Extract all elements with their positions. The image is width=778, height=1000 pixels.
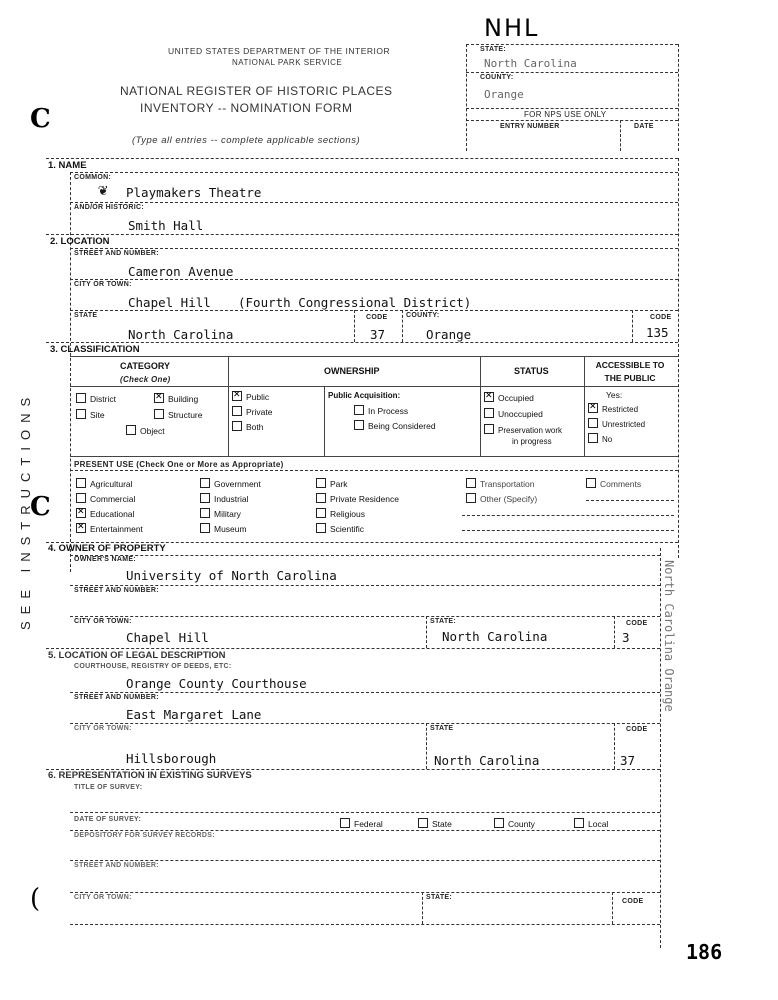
use-other[interactable]: Other (Specify) <box>466 493 537 504</box>
checkbox[interactable] <box>316 523 326 533</box>
checkbox[interactable] <box>154 409 164 419</box>
sec5-code-value: 37 <box>620 753 636 768</box>
sec5-courthouse-value: Orange County Courthouse <box>126 676 307 691</box>
category-sub: (Check One) <box>120 375 171 384</box>
status-preservation[interactable]: Preservation work <box>484 424 562 435</box>
own-in-process[interactable]: In Process <box>354 405 408 416</box>
status-occupied[interactable]: ✕Occupied <box>484 392 534 403</box>
checkbox[interactable] <box>232 406 242 416</box>
checkbox[interactable] <box>484 408 494 418</box>
instructions-line: (Type all entries -- complete applicable sections) <box>132 135 361 146</box>
survey-federal[interactable]: Federal <box>340 818 383 829</box>
use-agricultural[interactable]: Agricultural <box>76 478 133 489</box>
sec2-county-code-label: CODE <box>650 314 672 321</box>
sec6-city-label: CITY OR TOWN: <box>74 894 132 901</box>
margin-mark-paren: ( <box>30 884 41 914</box>
sec3-col4 <box>584 356 585 456</box>
sec2-rule-b <box>70 279 678 280</box>
sec6-rule-b <box>70 830 660 831</box>
sec4-street-label: STREET AND NUMBER: <box>74 587 159 594</box>
use-scientific[interactable]: Scientific <box>316 523 364 534</box>
sec6-rule-d <box>70 892 660 893</box>
header-divider-2 <box>466 108 678 109</box>
sec1-rule-b <box>70 202 678 203</box>
checkbox[interactable] <box>316 478 326 488</box>
checkbox[interactable] <box>200 478 210 488</box>
use-commercial[interactable]: Commercial <box>76 493 135 504</box>
status-unoccupied[interactable]: Unoccupied <box>484 408 543 419</box>
comments-line-2 <box>462 515 674 516</box>
sec2-district-value: (Fourth Congressional District) <box>238 295 472 310</box>
checkbox-checked[interactable] <box>232 391 242 401</box>
sec5-state-label: STATE <box>430 725 454 732</box>
cat-object[interactable]: Object <box>126 425 165 436</box>
checkbox[interactable] <box>494 818 504 828</box>
header-date-divider <box>620 120 621 151</box>
access-restricted[interactable]: ✕Restricted <box>588 403 638 414</box>
checkbox[interactable] <box>586 478 596 488</box>
sec3-col3 <box>480 356 481 456</box>
header-state-value: North Carolina <box>484 57 577 70</box>
sec2-city-label: CITY OR TOWN: <box>74 281 132 288</box>
sec4-state-value: North Carolina <box>442 629 548 644</box>
sec1-rule-a <box>70 172 678 173</box>
sec2-county-div <box>402 310 403 342</box>
sec5-city-label: CITY OR TOWN: <box>74 725 132 732</box>
sec3-top <box>46 342 678 343</box>
sec3-rule-a <box>70 356 678 357</box>
checkbox[interactable] <box>418 818 428 828</box>
use-religious[interactable]: Religious <box>316 508 365 519</box>
access-head: ACCESSIBLE TO THE PUBLIC <box>595 360 665 383</box>
access-unrestricted[interactable]: Unrestricted <box>588 418 645 429</box>
header-box-top <box>466 44 678 45</box>
checkbox-checked[interactable] <box>588 403 598 413</box>
checkbox-checked[interactable] <box>154 393 164 403</box>
own-public-acq: Public Acquisition: <box>328 391 401 400</box>
sec1-historic-value: Smith Hall <box>128 218 204 233</box>
sec4-rule-b <box>70 585 660 586</box>
checkbox[interactable] <box>574 818 584 828</box>
sec6-state-div <box>422 892 423 924</box>
header-county-value: Orange <box>484 88 524 101</box>
sec3-rule-d <box>70 470 678 471</box>
access-yes: Yes: <box>606 390 623 400</box>
use-educational[interactable]: ✕Educational <box>76 508 134 519</box>
survey-county[interactable]: County <box>494 818 535 829</box>
sec2-rule-c <box>70 310 678 311</box>
sec5-state-value: North Carolina <box>434 753 540 768</box>
sec3-col1 <box>228 356 229 456</box>
sec6-title-label: TITLE OF SURVEY: <box>74 784 143 791</box>
sec2-county-code-value: 135 <box>646 325 669 340</box>
checkbox[interactable] <box>76 393 86 403</box>
sec3-heading: 3. CLASSIFICATION <box>50 344 140 355</box>
status-in-progress: in progress <box>512 437 552 446</box>
checkbox[interactable] <box>200 493 210 503</box>
checkbox-checked[interactable] <box>76 523 86 533</box>
sec4-city-value: Chapel Hill <box>126 630 209 645</box>
own-both[interactable]: Both <box>232 421 264 432</box>
sec6-date-label: DATE OF SURVEY: <box>74 816 142 823</box>
sec1-historic-label: AND/OR HISTORIC: <box>74 204 145 211</box>
use-industrial[interactable]: Industrial <box>200 493 249 504</box>
sec5-code-label: CODE <box>626 726 648 733</box>
sec2-code-label: CODE <box>366 314 388 321</box>
checkbox[interactable] <box>354 405 364 415</box>
sec4-heading: 4. OWNER OF PROPERTY <box>48 543 166 554</box>
use-private-residence[interactable]: Private Residence <box>316 493 399 504</box>
nhl-stamp: NHL <box>484 14 540 42</box>
sec6-depository-label: DEPOSITORY FOR SURVEY RECORDS: <box>74 832 215 839</box>
header-state-label: STATE: <box>480 46 507 53</box>
side-strip-rule <box>660 548 661 948</box>
sec1-common-label: COMMON: <box>74 174 112 181</box>
see-instructions-vertical: SEE INSTRUCTIONS <box>18 390 33 630</box>
sec4-code-label: CODE <box>626 620 648 627</box>
sec6-rule-a <box>70 812 660 813</box>
sec3-rule-b <box>70 386 678 387</box>
sec6-heading: 6. REPRESENTATION IN EXISTING SURVEYS <box>48 770 252 781</box>
ownership-head: OWNERSHIP <box>324 366 380 376</box>
checkbox[interactable] <box>76 409 86 419</box>
checkbox[interactable] <box>76 478 86 488</box>
sec2-heading: 2. LOCATION <box>50 236 110 247</box>
sec1-common-value: Playmakers Theatre <box>126 185 262 200</box>
sec3-col2 <box>324 386 325 456</box>
checkbox-checked[interactable] <box>484 392 494 402</box>
cat-site[interactable]: Site <box>76 409 105 420</box>
sec2-state-value: North Carolina <box>128 327 234 342</box>
sec6-street-label: STREET AND NUMBER: <box>74 862 159 869</box>
register-title: NATIONAL REGISTER OF HISTORIC PLACES <box>120 84 393 98</box>
sec4-rule-a <box>70 555 660 556</box>
checkbox[interactable] <box>466 478 476 488</box>
checkbox[interactable] <box>354 420 364 430</box>
checkbox[interactable] <box>340 818 350 828</box>
sec2-state-label: STATE <box>74 312 98 319</box>
checkbox[interactable] <box>484 424 494 434</box>
sec2-code-div <box>354 310 355 342</box>
checkbox[interactable] <box>200 508 210 518</box>
sec4-rule-c <box>70 616 660 617</box>
sec4-state-label: STATE: <box>430 618 457 625</box>
sec2-rule-a <box>70 248 678 249</box>
sec5-code-div <box>614 723 615 769</box>
use-entertainment[interactable]: ✕Entertainment <box>76 523 143 534</box>
date-label: DATE <box>634 123 654 130</box>
checkbox[interactable] <box>316 493 326 503</box>
header-box-left <box>466 44 467 151</box>
sec5-rule-a <box>70 692 660 693</box>
checkbox[interactable] <box>126 425 136 435</box>
sec5-courthouse-label: COURTHOUSE, REGISTRY OF DEEDS, ETC: <box>74 663 232 670</box>
sec1-heading: 1. NAME <box>48 160 87 171</box>
use-park[interactable]: Park <box>316 478 347 489</box>
sec1-top <box>46 158 678 159</box>
sec2-city-value: Chapel Hill <box>128 295 211 310</box>
form-left-rule <box>70 172 71 572</box>
category-head: CATEGORY <box>120 361 171 371</box>
sec4-owner-value: University of North Carolina <box>126 568 337 583</box>
sec2-street-label: STREET AND NUMBER: <box>74 250 159 257</box>
sec5-street-value: East Margaret Lane <box>126 707 262 722</box>
checkbox[interactable] <box>466 493 476 503</box>
header-divider-3 <box>466 120 678 121</box>
sec6-code-label: CODE <box>622 898 644 905</box>
form-right-rule <box>678 158 679 558</box>
sec4-city-label: CITY OR TOWN: <box>74 618 132 625</box>
use-museum[interactable]: Museum <box>200 523 247 534</box>
own-being-considered[interactable]: Being Considered <box>354 420 436 431</box>
sec5-top <box>46 648 660 649</box>
cat-district[interactable]: District <box>76 393 116 404</box>
service-line: NATIONAL PARK SERVICE <box>232 58 343 67</box>
sec5-city-value: Hillsborough <box>126 751 217 766</box>
own-private[interactable]: Private <box>232 406 272 417</box>
sec5-rule-b <box>70 723 660 724</box>
margin-mark-c2: C <box>30 492 51 522</box>
sec4-code-value: 3 <box>622 630 630 645</box>
sec2-county-label: COUNTY: <box>406 312 440 319</box>
leaf-mark-icon: ❦ <box>98 180 108 199</box>
present-use-label: PRESENT USE (Check One or More as Appropriate) <box>74 460 284 469</box>
sec4-state-div <box>426 616 427 648</box>
cat-building[interactable]: ✕ Building <box>154 393 198 404</box>
sec5-heading: 5. LOCATION OF LEGAL DESCRIPTION <box>48 650 226 661</box>
nps-use-label: FOR NPS USE ONLY <box>524 110 607 119</box>
checkbox[interactable] <box>588 433 598 443</box>
header-county-label: COUNTY: <box>480 74 514 81</box>
use-government[interactable]: Government <box>200 478 261 489</box>
sec2-street-value: Cameron Avenue <box>128 264 234 279</box>
checkbox[interactable] <box>76 493 86 503</box>
sec6-bottom <box>70 924 660 925</box>
sec6-state-label: STATE: <box>426 894 453 901</box>
header-box-right <box>678 44 679 151</box>
use-military[interactable]: Military <box>200 508 241 519</box>
form-title: INVENTORY -- NOMINATION FORM <box>140 101 353 115</box>
page-number: 186 <box>686 940 723 964</box>
checkbox[interactable] <box>232 421 242 431</box>
survey-local[interactable]: Local <box>574 818 608 829</box>
cat-structure[interactable]: Structure <box>154 409 203 420</box>
sec3-rule-c <box>70 456 678 457</box>
checkbox-checked[interactable] <box>76 508 86 518</box>
margin-mark-c1: C <box>30 104 51 134</box>
checkbox[interactable] <box>316 508 326 518</box>
checkbox[interactable] <box>200 523 210 533</box>
sec5-street-label: STREET AND NUMBER: <box>74 694 159 701</box>
sec2-county-code-div <box>632 310 633 342</box>
status-head: STATUS <box>514 366 549 376</box>
sec2-county-value: Orange <box>426 327 472 342</box>
sec5-state-div <box>426 723 427 769</box>
use-transportation[interactable]: Transportation <box>466 478 535 489</box>
sec6-code-div <box>612 892 613 924</box>
header-divider-1 <box>466 72 678 73</box>
sec2-top <box>46 234 678 235</box>
use-comments[interactable]: Comments <box>586 478 641 489</box>
sec4-owner-label: OWNER'S NAME: <box>74 556 136 563</box>
checkbox[interactable] <box>588 418 598 428</box>
side-vertical-text: North Carolina Orange <box>662 560 676 712</box>
survey-state[interactable]: State <box>418 818 452 829</box>
entry-number-label: ENTRY NUMBER <box>500 123 560 130</box>
access-no[interactable]: No <box>588 433 612 444</box>
sec6-rule-c <box>70 860 660 861</box>
agency-line: UNITED STATES DEPARTMENT OF THE INTERIOR <box>168 46 391 56</box>
comments-line-1 <box>586 500 674 501</box>
sec2-code-value: 37 <box>370 327 386 342</box>
own-public[interactable]: ✕Public <box>232 391 269 402</box>
sec4-code-div <box>614 616 615 648</box>
comments-line-3 <box>462 530 674 531</box>
